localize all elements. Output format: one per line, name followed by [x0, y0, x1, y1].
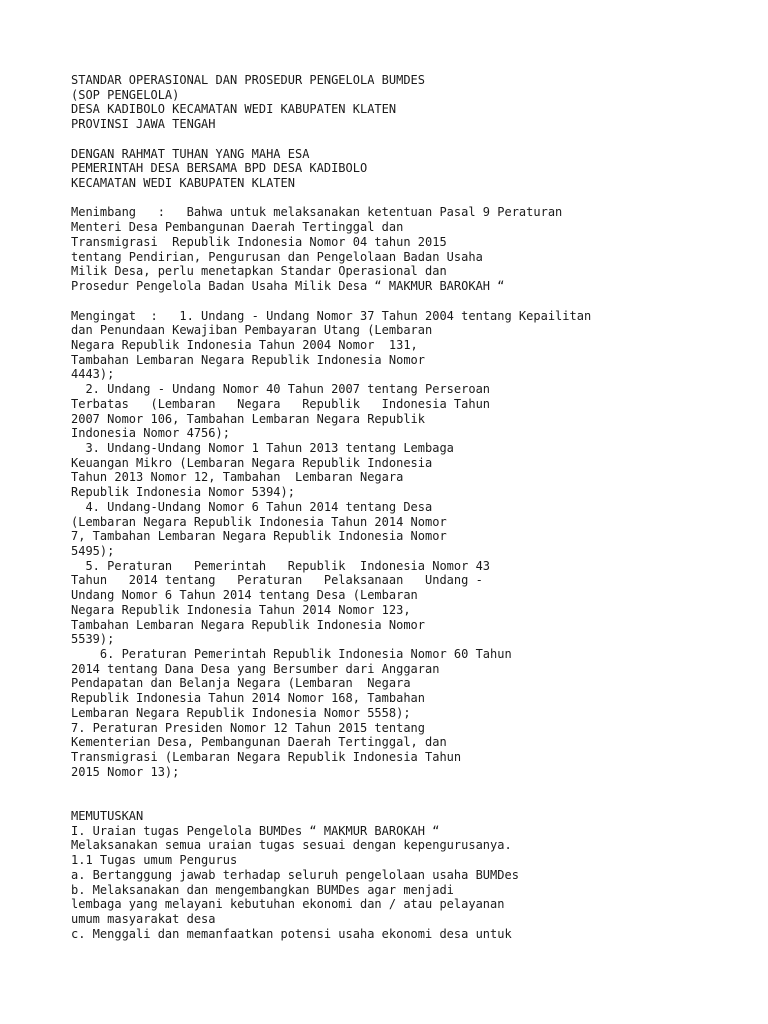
text-line: Negara Republik Indonesia Tahun 2014 Nomor 123, — [71, 602, 411, 617]
text-line: 4443); — [71, 367, 115, 382]
text-line: PEMERINTAH DESA BERSAMA BPD DESA KADIBOLO — [71, 161, 368, 176]
blank-line — [71, 132, 751, 147]
text-line: KECAMATAN WEDI KABUPATEN KLATEN — [71, 176, 295, 191]
text-line: umum masyarakat desa — [71, 911, 216, 926]
text-line: a. Bertanggung jawab terhadap seluruh pengelolaan usaha BUMDes — [71, 867, 519, 882]
text-line: PROVINSI JAWA TENGAH — [71, 117, 216, 132]
text-line: (SOP PENGELOLA) — [71, 87, 180, 102]
text-line: Transmigrasi (Lembaran Negara Republik Indonesia Tahun — [71, 750, 462, 765]
text-line: Negara Republik Indonesia Tahun 2004 Nomor 131, — [71, 337, 418, 352]
text-line: 5495); — [71, 544, 115, 558]
text-line: STANDAR OPERASIONAL DAN PROSEDUR PENGELOLA BUMDES — [71, 73, 426, 87]
document-body — [71, 73, 751, 941]
text-line: 4. Undang-Undang Nomor 6 Tahun 2014 tentang Desa — [71, 499, 433, 514]
text-line: Keuangan Mikro (Lembaran Negara Republik Indonesia — [71, 455, 433, 470]
text-line: 6. Peraturan Pemerintah Republik Indonesia Nomor 60 Tahun — [71, 647, 512, 662]
blank-line — [71, 191, 751, 206]
text-line: Menimbang : Bahwa untuk melaksanakan ketentuan Pasal 9 Peraturan — [71, 205, 563, 220]
text-line: MEMUTUSKAN — [71, 808, 144, 823]
text-line: Menteri Desa Pembangunan Daerah Tertinggal dan — [71, 220, 404, 235]
text-line: 1.1 Tugas umum Pengurus — [71, 853, 238, 868]
text-line: lembaga yang melayani kebutuhan ekonomi dan / atau pelayanan — [71, 897, 505, 912]
text-line: 2015 Nomor 13); — [71, 764, 180, 779]
text-line: Tahun 2013 Nomor 12, Tambahan Lembaran Negara — [71, 470, 404, 485]
blank-line — [71, 780, 751, 795]
text-line: Undang Nomor 6 Tahun 2014 tentang Desa (Lembaran — [71, 588, 418, 603]
text-line: 7, Tambahan Lembaran Negara Republik Indonesia Nomor — [71, 529, 447, 544]
blank-line — [71, 794, 751, 809]
text-line: 7. Peraturan Presiden Nomor 12 Tahun 2015 tentang — [71, 720, 426, 735]
blank-line — [71, 294, 751, 309]
text-line: (Lembaran Negara Republik Indonesia Tahun 2014 Nomor — [71, 514, 447, 529]
text-line: 5539); — [71, 632, 115, 647]
text-line: tentang Pendirian, Pengurusan dan Pengelolaan Badan Usaha — [71, 249, 483, 264]
text-line: Republik Indonesia Tahun 2014 Nomor 168, Tambahan — [71, 691, 426, 706]
text-line: Milik Desa, perlu menetapkan Standar Operasional dan — [71, 264, 447, 279]
text-line: DENGAN RAHMAT TUHAN YANG MAHA ESA — [71, 146, 310, 161]
text-line: Melaksanakan semua uraian tugas sesuai dengan kepengurusanya. — [71, 838, 512, 853]
text-line: Kementerian Desa, Pembangunan Daerah Tertinggal, dan — [71, 735, 447, 750]
text-line: Lembaran Negara Republik Indonesia Nomor 5558); — [71, 705, 411, 720]
text-line: Transmigrasi Republik Indonesia Nomor 04 tahun 2015 — [71, 234, 447, 249]
text-line: Prosedur Pengelola Badan Usaha Milik Desa “ MAKMUR BAROKAH “ — [71, 279, 505, 294]
text-line: Pendapatan dan Belanja Negara (Lembaran Negara — [71, 676, 411, 691]
text-line: 2. Undang - Undang Nomor 40 Tahun 2007 tentang Perseroan — [71, 382, 491, 397]
text-line: 2014 tentang Dana Desa yang Bersumber dari Anggaran — [71, 661, 440, 676]
text-line: Mengingat : 1. Undang - Undang Nomor 37 Tahun 2004 tentang Kepailitan — [71, 308, 592, 323]
text-line: 2007 Nomor 106, Tambahan Lembaran Negara Republik — [71, 411, 426, 426]
text-line: dan Penundaan Kewajiban Pembayaran Utang (Lembaran — [71, 323, 433, 338]
text-line: Indonesia Nomor 4756); — [71, 426, 230, 441]
text-line: DESA KADIBOLO KECAMATAN WEDI KABUPATEN KLATEN — [71, 102, 397, 117]
text-line: Tambahan Lembaran Negara Republik Indonesia Nomor — [71, 617, 426, 632]
text-line: Tahun 2014 tentang Peraturan Pelaksanaan Undang - — [71, 573, 483, 588]
text-line: 5. Peraturan Pemerintah Republik Indonesia Nomor 43 — [71, 558, 491, 573]
text-line: b. Melaksanakan dan mengembangkan BUMDes agar menjadi — [71, 882, 454, 897]
text-line: 3. Undang-Undang Nomor 1 Tahun 2013 tentang Lembaga — [71, 440, 454, 455]
text-line: c. Menggali dan memanfaatkan potensi usaha ekonomi desa untuk — [71, 926, 512, 941]
text-line: I. Uraian tugas Pengelola BUMDes “ MAKMUR BAROKAH “ — [71, 823, 440, 838]
text-line: Tambahan Lembaran Negara Republik Indonesia Nomor — [71, 352, 426, 367]
text-line: Terbatas (Lembaran Negara Republik Indonesia Tahun — [71, 396, 491, 411]
text-line: Republik Indonesia Nomor 5394); — [71, 485, 295, 500]
